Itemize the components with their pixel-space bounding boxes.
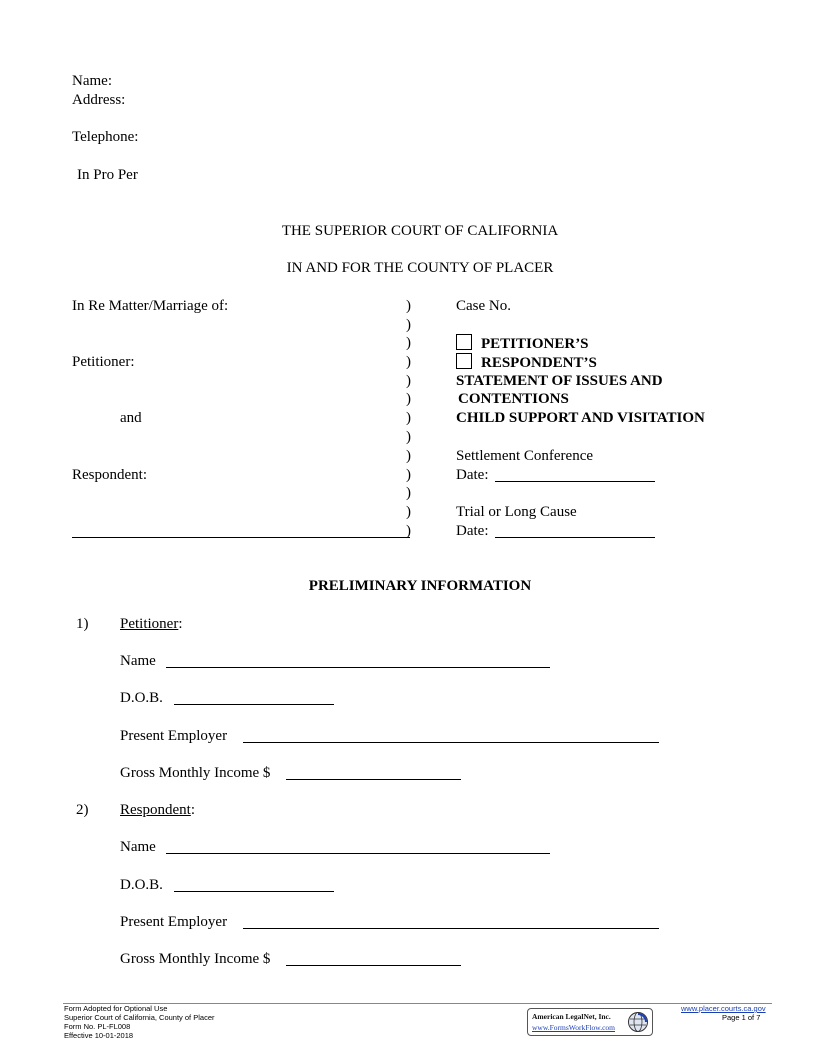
- trial-date-field[interactable]: [495, 537, 655, 538]
- footer-form-adopted: Form Adopted for Optional Use: [64, 1004, 168, 1013]
- court-website-link[interactable]: www.placer.courts.ca.gov: [681, 1004, 766, 1013]
- american-legalnet-logo[interactable]: [527, 1008, 653, 1036]
- address-label: Address:: [72, 92, 126, 108]
- respondents-label: RESPONDENT’S: [481, 355, 597, 371]
- caption-paren: ): [406, 391, 411, 407]
- respondent-employer-field[interactable]: [243, 928, 659, 929]
- section-2-label: Respondent: [120, 802, 191, 818]
- respondent-dob-field[interactable]: [174, 891, 334, 892]
- caption-bottom-rule: [72, 537, 410, 538]
- form-title-line1: STATEMENT OF ISSUES AND: [456, 373, 663, 389]
- telephone-label: Telephone:: [72, 129, 139, 145]
- footer-rule: [63, 1003, 772, 1004]
- settlement-conference-label: Settlement Conference: [456, 448, 594, 464]
- caption-paren: ): [406, 485, 411, 501]
- court-title-line1: THE SUPERIOR COURT OF CALIFORNIA: [281, 223, 559, 239]
- petitioner-caption-label: Petitioner:: [72, 354, 135, 370]
- form-title-line3: CHILD SUPPORT AND VISITATION: [456, 410, 705, 426]
- caption-paren: ): [406, 467, 411, 483]
- petitioner-checkbox[interactable]: [456, 334, 472, 350]
- section-1-number: 1): [76, 616, 89, 632]
- section-1-heading: [120, 615, 183, 633]
- petitioner-income-field[interactable]: [286, 779, 461, 780]
- name-label: Name:: [72, 73, 112, 89]
- in-re-label: In Re Matter/Marriage of:: [72, 298, 229, 314]
- caption-paren: ): [406, 429, 411, 445]
- footer-effective-date: Effective 10-01-2018: [64, 1031, 134, 1040]
- respondent-income-field[interactable]: [286, 965, 461, 966]
- preliminary-heading: PRELIMINARY INFORMATION: [308, 578, 532, 594]
- respondent-name-label: Name: [120, 839, 156, 855]
- petitioner-employer-label: Present Employer: [120, 728, 228, 744]
- section-1-label: Petitioner: [120, 616, 179, 632]
- caption-paren: ): [406, 410, 411, 426]
- logo-website: www.FormsWorkFlow.com: [532, 1023, 616, 1032]
- and-label: and: [120, 410, 142, 426]
- petitioners-label: PETITIONER’S: [481, 336, 589, 352]
- caption-paren: ): [406, 448, 411, 464]
- form-title-line2: CONTENTIONS: [458, 391, 569, 407]
- petitioner-income-label: Gross Monthly Income $: [120, 765, 271, 781]
- caption-paren: ): [406, 298, 411, 314]
- petitioner-dob-label: D.O.B.: [120, 690, 163, 706]
- petitioner-dob-field[interactable]: [174, 704, 334, 705]
- respondent-employer-label: Present Employer: [120, 914, 228, 930]
- respondent-checkbox[interactable]: [456, 353, 472, 369]
- case-no-label: Case No.: [456, 298, 511, 314]
- caption-paren: ): [406, 317, 411, 333]
- footer-court: Superior Court of California, County of Placer: [64, 1013, 215, 1022]
- trial-label: Trial or Long Cause: [456, 504, 577, 520]
- caption-paren: ): [406, 504, 411, 520]
- caption-paren: ): [406, 354, 411, 370]
- footer-form-number: Form No. PL-FL008: [64, 1022, 131, 1031]
- caption-paren: ): [406, 335, 411, 351]
- in-pro-per-label: In Pro Per: [77, 167, 138, 183]
- section-2-heading: [120, 801, 195, 819]
- section-2-colon: :: [190, 802, 195, 818]
- caption-paren: ): [406, 523, 411, 539]
- petitioner-checkbox-row[interactable]: [456, 334, 589, 353]
- respondent-dob-label: D.O.B.: [120, 877, 163, 893]
- petitioner-employer-field[interactable]: [243, 742, 659, 743]
- petitioner-name-label: Name: [120, 653, 156, 669]
- caption-paren: ): [406, 373, 411, 389]
- settlement-date-label: Date:: [456, 467, 489, 483]
- page-number: Page 1 of 7: [722, 1013, 761, 1022]
- petitioner-name-field[interactable]: [166, 667, 550, 668]
- section-2-number: 2): [76, 802, 89, 818]
- court-title-line2: IN AND FOR THE COUNTY OF PLACER: [286, 260, 554, 276]
- logo-company-name: American LegalNet, Inc.: [532, 1012, 611, 1021]
- trial-date-label: Date:: [456, 523, 489, 539]
- respondent-name-field[interactable]: [166, 853, 550, 854]
- section-1-colon: :: [178, 616, 183, 632]
- respondent-checkbox-row[interactable]: [456, 353, 597, 372]
- respondent-income-label: Gross Monthly Income $: [120, 951, 271, 967]
- globe-icon: [627, 1011, 649, 1033]
- respondent-caption-label: Respondent:: [72, 467, 147, 483]
- settlement-date-field[interactable]: [495, 481, 655, 482]
